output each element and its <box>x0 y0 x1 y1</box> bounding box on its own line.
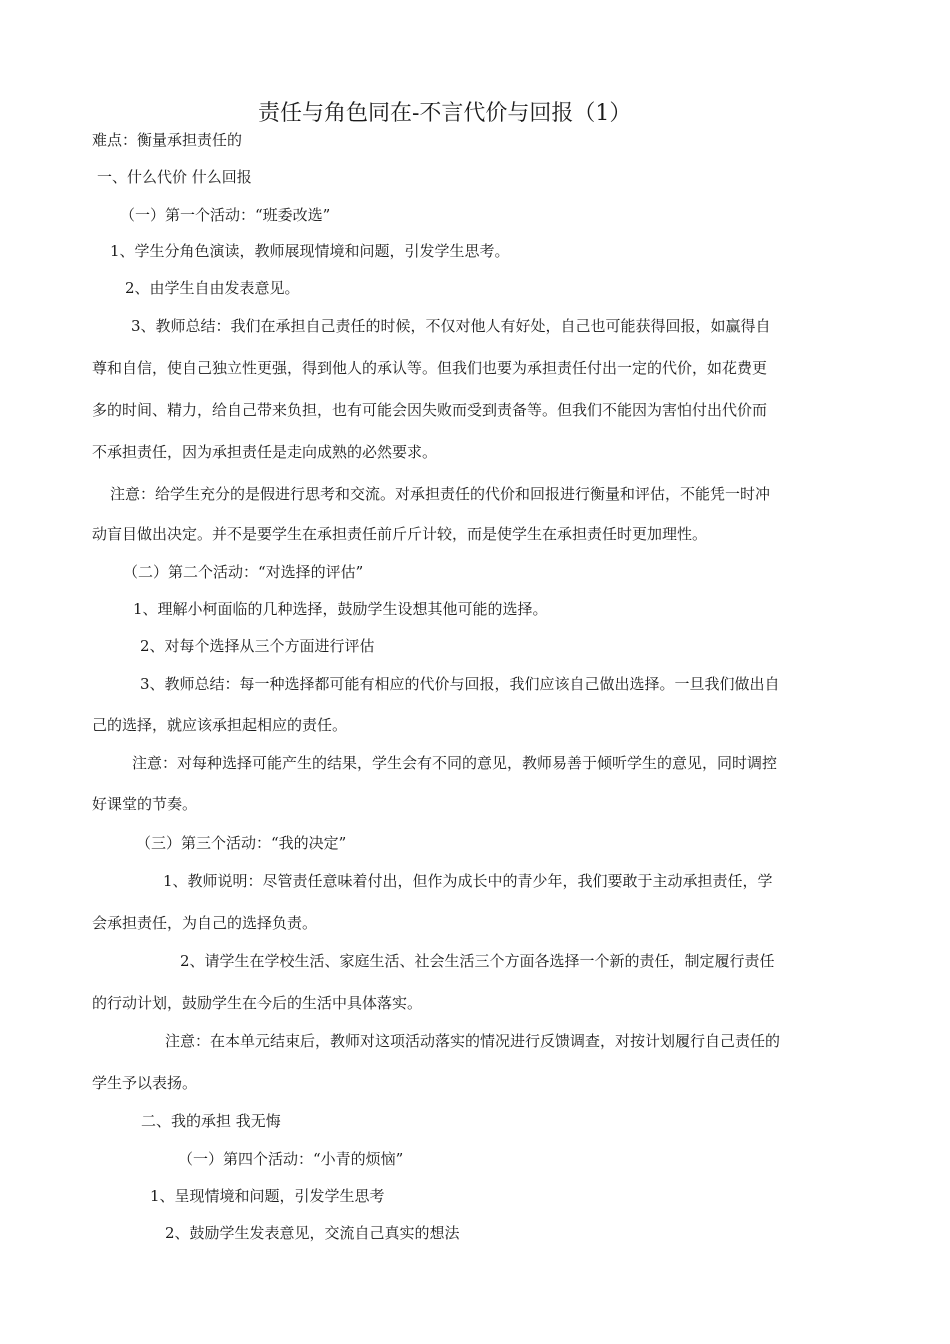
activity1-item3-line: 多的时间、精力，给自己带来负担，也有可能会因失败而受到责备等。但我们不能因为害怕付出代价而 <box>92 401 768 419</box>
activity2-heading: （二）第二个活动：“对选择的评估” <box>123 563 364 581</box>
activity2-item2: 2、对每个选择从三个方面进行评估 <box>140 637 375 655</box>
activity2-item1: 1、理解小柯面临的几种选择，鼓励学生设想其他可能的选择。 <box>133 600 548 618</box>
difficulty-line: 难点：衡量承担责任的 <box>92 131 243 149</box>
section2-heading: 二、我的承担 我无悔 <box>141 1112 281 1130</box>
activity4-item2: 2、鼓励学生发表意见，交流自己真实的想法 <box>165 1224 460 1242</box>
activity3-heading: （三）第三个活动：“我的决定” <box>136 834 347 852</box>
section1-heading: 一、什么代价 什么回报 <box>97 168 252 186</box>
activity3-item2-line: 2、请学生在学校生活、家庭生活、社会生活三个方面各选择一个新的责任，制定履行责任 <box>180 952 775 970</box>
activity3-item1-line: 会承担责任，为自己的选择负责。 <box>92 914 318 932</box>
document-title: 责任与角色同在-不言代价与回报（1） <box>258 101 632 126</box>
activity3-item1-line: 1、教师说明：尽管责任意味着付出，但作为成长中的青少年，我们要敢于主动承担责任，学 <box>163 872 773 890</box>
activity1-item1: 1、学生分角色演读，教师展现情境和问题，引发学生思考。 <box>110 242 510 260</box>
activity1-note-line: 注意：给学生充分的是假进行思考和交流。对承担责任的代价和回报进行衡量和评估，不能凭一时冲 <box>110 485 771 503</box>
activity1-item3-line: 尊和自信，使自己独立性更强，得到他人的承认等。但我们也要为承担责任付出一定的代价，如花费更 <box>92 359 768 377</box>
activity2-item3-line: 3、教师总结：每一种选择都可能有相应的代价与回报，我们应该自己做出选择。一旦我们做出自 <box>140 675 780 693</box>
activity3-note-line: 学生予以表扬。 <box>92 1074 198 1092</box>
activity2-item3-line: 己的选择，就应该承担起相应的责任。 <box>92 716 348 734</box>
activity1-heading: （一）第一个活动：“班委改选” <box>120 206 331 224</box>
activity4-item1: 1、呈现情境和问题，引发学生思考 <box>150 1187 385 1205</box>
activity2-note-line: 注意：对每种选择可能产生的结果，学生会有不同的意见，教师易善于倾听学生的意见，同时调控 <box>132 754 778 772</box>
activity1-item3-line: 3、教师总结：我们在承担自己责任的时候，不仅对他人有好处，自己也可能获得回报，如赢得自 <box>131 317 771 335</box>
activity1-item3-line: 不承担责任，因为承担责任是走向成熟的必然要求。 <box>92 443 438 461</box>
activity3-item2-line: 的行动计划，鼓励学生在今后的生活中具体落实。 <box>92 994 423 1012</box>
activity2-note-line: 好课堂的节奏。 <box>92 795 198 813</box>
activity3-note-line: 注意：在本单元结束后，教师对这项活动落实的情况进行反馈调查，对按计划履行自己责任的 <box>165 1032 781 1050</box>
activity4-heading: （一）第四个活动：“小青的烦恼” <box>178 1150 404 1168</box>
activity1-item2: 2、由学生自由发表意见。 <box>125 279 300 297</box>
activity1-note-line: 动盲目做出决定。并不是要学生在承担责任前斤斤计较，而是使学生在承担责任时更加理性。 <box>92 525 708 543</box>
